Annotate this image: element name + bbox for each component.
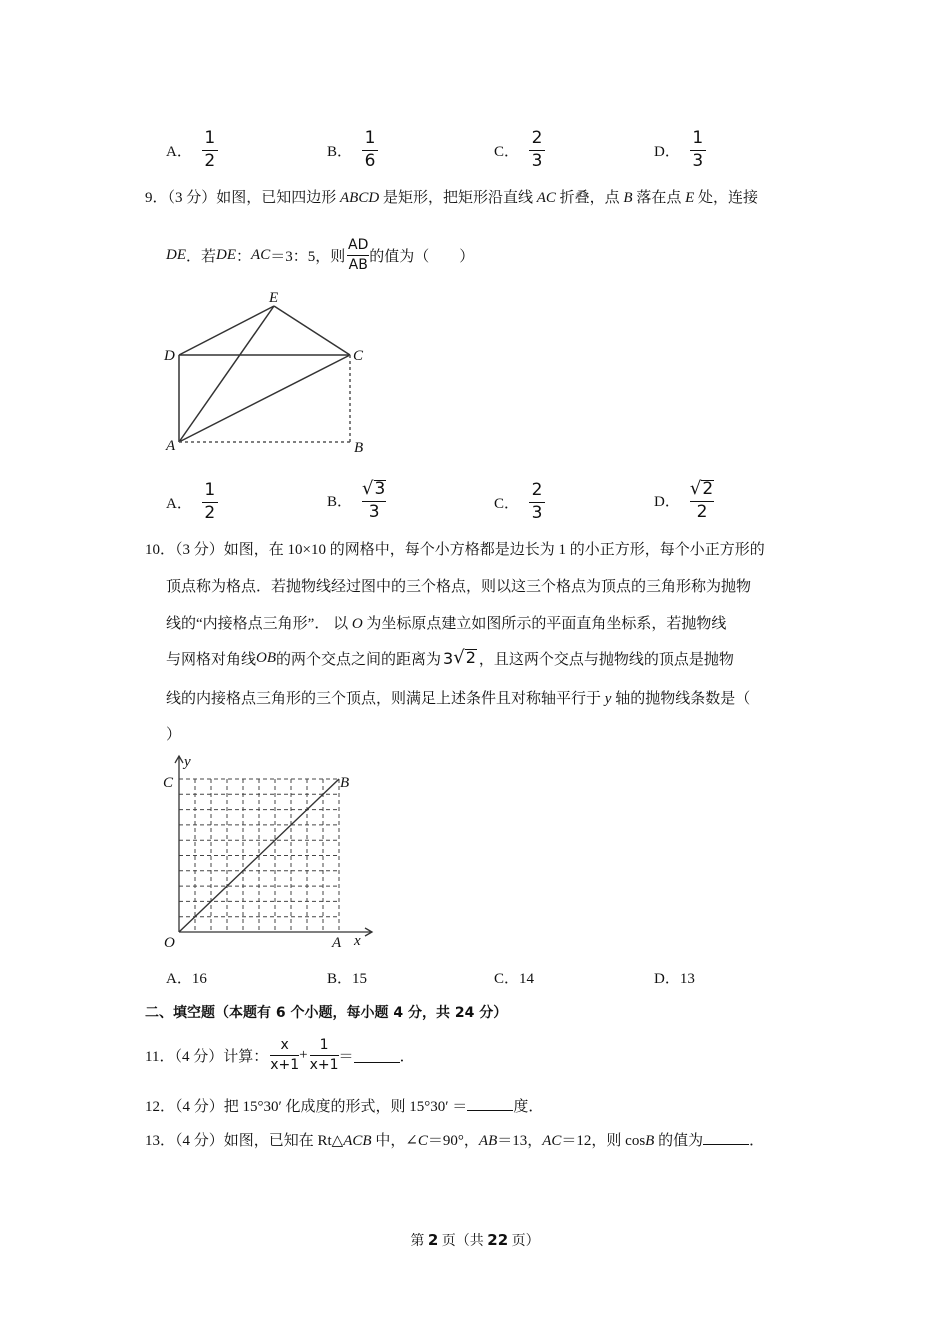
- label-C: C: [163, 775, 174, 791]
- label-O: O: [164, 935, 175, 951]
- q8-option-c: C． $\frac{2}{3}$: [494, 130, 545, 171]
- q10-line-2: 顶点称为格点．若抛物线经过图中的三个格点，则以这三个格点为顶点的三角形称为抛物: [166, 579, 752, 595]
- q10-line-5: 线的内接格点三角形的三个顶点，则满足上述条件且对称轴平行于 y 轴的抛物线条数是（: [166, 691, 751, 707]
- label-A: A: [332, 935, 342, 951]
- q10-distance-expr: 3 √ 2: [443, 647, 476, 668]
- label-A: A: [166, 438, 176, 454]
- q10-line-3: 线的“内接格点三角形”． 以 O 为坐标原点建立如图所示的平面直角坐标系，若抛物线: [166, 616, 727, 632]
- q9-option-a: A． $\frac{1}{2}$: [166, 482, 218, 523]
- q9-figure: [160, 285, 380, 460]
- q8-option-b: B． $\frac{1}{6}$: [327, 130, 378, 171]
- q9-ratio-fraction: $\frac{AD}{AB}$: [348, 237, 369, 273]
- q9-option-b: B． √ 3 3: [327, 478, 386, 522]
- q10-option-a: A．16: [166, 971, 207, 987]
- edge-EC: [274, 306, 350, 355]
- edge-AE: [179, 306, 274, 442]
- q11-fraction-1: $\frac{x}{x+1}$: [270, 1037, 300, 1073]
- q10-option-b: B．15: [327, 971, 368, 987]
- edge-AC: [179, 355, 350, 442]
- q8-option-a: A． $\frac{1}{2}$: [166, 130, 218, 171]
- q11-fraction-2: $\frac{1}{x+1}$: [309, 1037, 339, 1073]
- q9-line-1: 9．（3 分）如图，已知四边形 ABCD 是矩形，把矩形沿直线 AC 折叠，点 B 落在点 E 处，连接: [145, 190, 759, 206]
- label-B: B: [354, 440, 364, 456]
- label-B: B: [340, 775, 350, 791]
- label-C: C: [353, 348, 364, 364]
- q9-line-2: DE ．若 DE ： AC ＝3：5，则 $\frac{AD}{AB}$ 的值为（ ）: [166, 237, 475, 273]
- page-footer: 第 2 页（共 22 页）: [410, 1231, 540, 1249]
- label-x: x: [354, 933, 361, 949]
- q10-line-1: 10．（3 分）如图，在 10×10 的网格中，每个小方格都是边长为 1 的小正方形，每个小正方形的: [145, 542, 765, 558]
- q9-option-d: D． √ 2 2: [654, 478, 714, 522]
- label-E: E: [269, 290, 279, 306]
- section-2-heading: 二、填空题（本题有 6 个小题，每小题 4 分，共 24 分）: [145, 1005, 508, 1021]
- q11: 11．（4 分）计算： $\frac{x}{x+1}$ + $\frac{1}{x+1}$ ＝ ．: [145, 1037, 415, 1073]
- q10-line-4: 与网格对角线 OB 的两个交点之间的距离为 3 √ 2 ，且这两个交点与抛物线的顶点是抛物: [166, 647, 734, 668]
- label-y: y: [184, 754, 191, 770]
- label-D: D: [164, 348, 175, 364]
- q10-figure: [160, 752, 380, 952]
- q12-answer-blank: [467, 1096, 513, 1111]
- q10-line-6: ）: [166, 727, 182, 743]
- q11-answer-blank: [354, 1048, 400, 1063]
- q10-option-c: C．14: [494, 971, 535, 987]
- edge-DE: [179, 306, 274, 355]
- q13: 13．（4 分）如图，已知在 Rt△ACB 中，∠C＝90°，AB＝13，AC＝12，则 cosB 的值为 ．: [145, 1129, 764, 1150]
- q12: 12．（4 分）把 15°30′ 化成度的形式，则 15°30′ ＝ 度．: [145, 1095, 543, 1116]
- q10-option-d: D．13: [654, 971, 695, 987]
- q13-answer-blank: [703, 1130, 749, 1145]
- q8-option-d: D． $\frac{1}{3}$: [654, 130, 706, 171]
- q9-option-c: C． $\frac{2}{3}$: [494, 482, 545, 523]
